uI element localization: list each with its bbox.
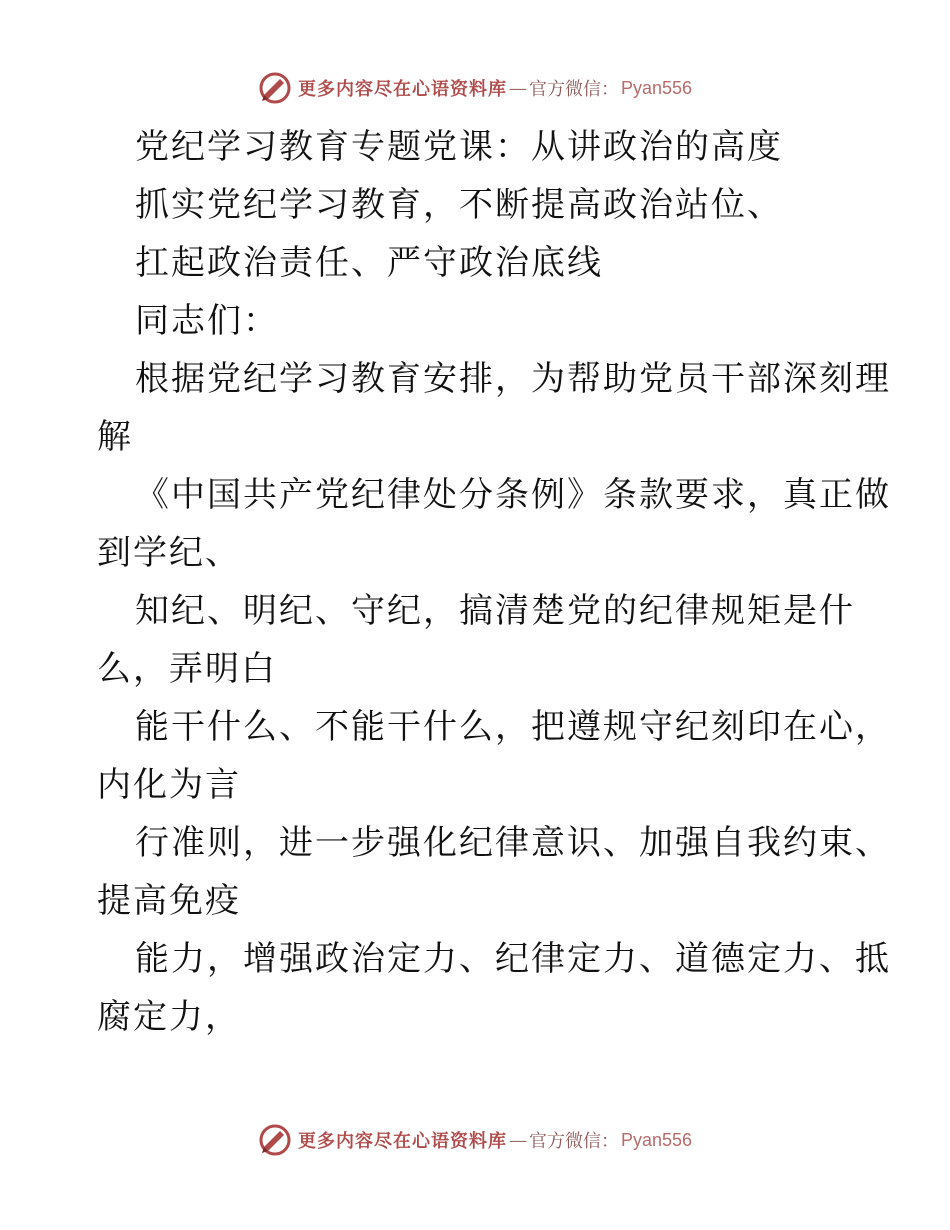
- document-body: [0, 118, 950, 1098]
- title-line-1: 党纪学习教育专题党课：从讲政治的高度: [135, 127, 783, 167]
- salutation: 同志们：: [135, 301, 279, 341]
- footer-banner: [0, 1120, 950, 1160]
- wechat-id: Pyan556: [620, 1129, 693, 1150]
- paragraph-line: 《中国共产党纪律处分条例》条款要求，真正做: [135, 475, 891, 515]
- title-line-3: 扛起政治责任、严守政治底线: [135, 243, 603, 283]
- paragraph-line: 能力，增强政治定力、纪律定力、道德定力、抵: [135, 939, 891, 979]
- wechat-id: Pyan556: [620, 77, 693, 98]
- paragraph-line: 行准则，进一步强化纪律意识、加强自我约束、: [135, 823, 891, 863]
- pen-logo-icon: [258, 71, 292, 105]
- paragraph-line: 根据党纪学习教育安排，为帮助党员干部深刻理: [135, 359, 891, 399]
- banner-text: 更多内容尽在心语资料库: [297, 79, 507, 100]
- pen-logo-icon: [258, 1123, 292, 1157]
- paragraph-line: 到学纪、: [97, 533, 241, 573]
- paragraph-line: 能干什么、不能干什么，把遵规守纪刻印在心，: [135, 707, 891, 747]
- banner-dash: —: [508, 77, 527, 99]
- paragraph-line: 知纪、明纪、守纪，搞清楚党的纪律规矩是什: [135, 591, 855, 631]
- header-banner: [0, 68, 950, 108]
- wechat-label: 官方微信：: [528, 79, 619, 100]
- paragraph-line: 腐定力，: [97, 997, 241, 1037]
- paragraph-line: 内化为言: [97, 765, 241, 805]
- wechat-label: 官方微信：: [528, 1131, 619, 1152]
- paragraph-line: 解: [97, 417, 133, 457]
- banner-text: 更多内容尽在心语资料库: [297, 1131, 507, 1152]
- paragraph-line: 么，弄明白: [97, 649, 277, 689]
- paragraph-line: 提高免疫: [97, 881, 241, 921]
- banner-dash: —: [508, 1129, 527, 1151]
- title-line-2: 抓实党纪学习教育，不断提高政治站位、: [135, 185, 783, 225]
